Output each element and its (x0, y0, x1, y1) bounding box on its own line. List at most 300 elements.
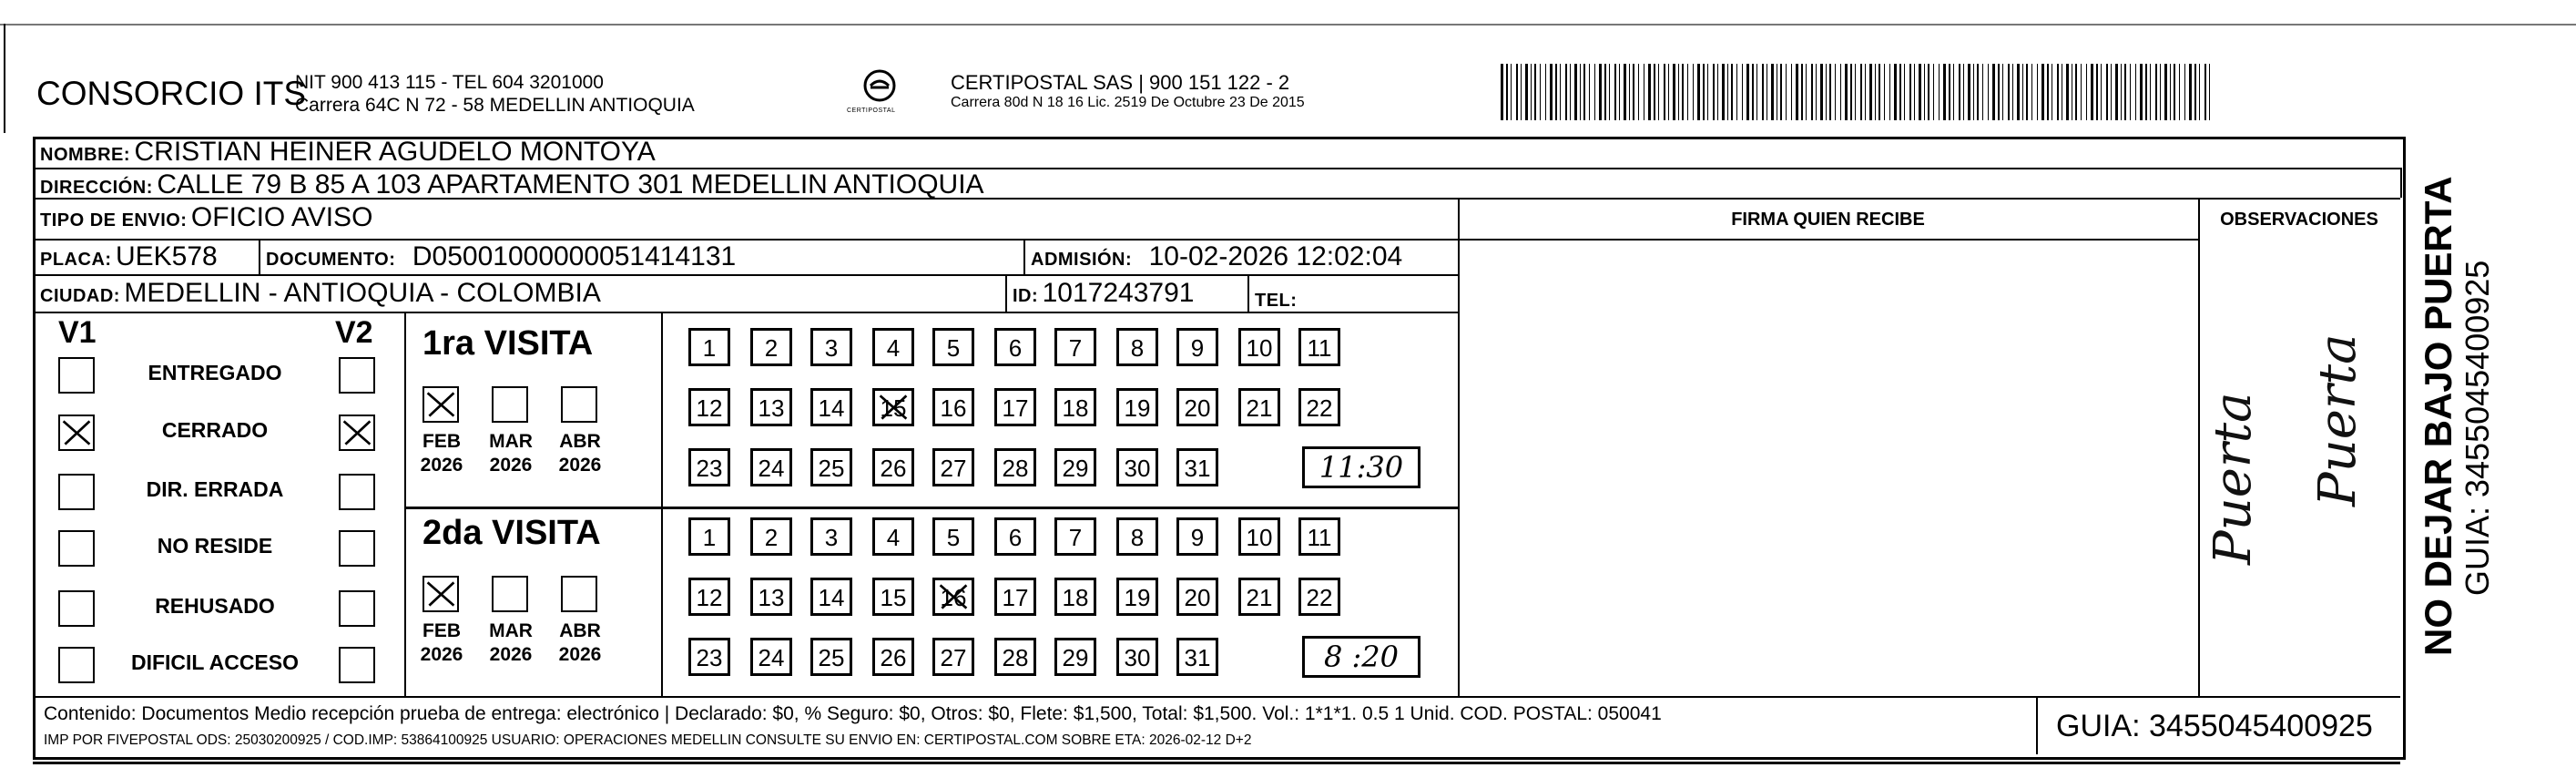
barcode-bar (2150, 64, 2151, 120)
barcode-bar (2111, 64, 2112, 120)
barcode-bar (2189, 64, 2192, 120)
barcode-bar (2106, 64, 2108, 120)
barcode-bar (2037, 64, 2038, 120)
tel-row (1255, 282, 1297, 313)
barcode-bar (1756, 64, 1757, 120)
divider (1005, 274, 1007, 312)
visit2-title: 2da VISITA (423, 514, 601, 552)
barcode-bar (1845, 64, 1848, 120)
day-box[interactable]: 29 (1054, 638, 1096, 676)
barcode-bar (1889, 64, 1890, 120)
barcode-bar (1594, 64, 1595, 120)
barcode-bar (1875, 64, 1876, 120)
placa-value: UEK578 (116, 241, 218, 271)
barcode-bar (2008, 64, 2010, 120)
certipostal-logo-icon (860, 67, 900, 107)
visit-time: 11:30 (1302, 446, 1420, 488)
barcode-bar (1928, 64, 1929, 120)
month-checkbox[interactable] (423, 576, 459, 612)
barcode-bar (1604, 64, 1606, 120)
barcode-bar (1762, 64, 1764, 120)
day-box[interactable]: 5 (932, 517, 974, 556)
day-box[interactable]: 25 (810, 638, 852, 676)
carrier-info (951, 71, 1305, 111)
barcode-bar (1697, 64, 1700, 120)
day-box[interactable]: 29 (1054, 448, 1096, 486)
day-box[interactable]: 12 (688, 388, 730, 426)
carrier-address: Carrera 80d N 18 16 Lic. 2519 De Octubre 23 De 2015 (951, 95, 1305, 110)
barcode-bar (2130, 64, 2131, 120)
day-box[interactable]: 16 (932, 578, 974, 616)
barcode-bar (1943, 64, 1946, 120)
barcode-bar (2081, 64, 2082, 120)
barcode-bar (1786, 64, 1787, 120)
day-box[interactable]: 13 (750, 578, 792, 616)
tipo-value: OFICIO AVISO (190, 202, 373, 232)
placa-label: PLACA: (40, 250, 112, 270)
barcode-bar (1534, 64, 1536, 120)
documento-row (266, 241, 736, 272)
barcode-bar (1796, 64, 1798, 120)
day-box[interactable]: 6 (994, 517, 1036, 556)
day-box[interactable]: 21 (1238, 388, 1280, 426)
barcode-bar (2101, 64, 2102, 120)
day-box[interactable]: 14 (810, 388, 852, 426)
day-box[interactable]: 31 (1176, 638, 1218, 676)
barcode-bar (1565, 64, 1567, 120)
barcode-bar (1648, 64, 1651, 120)
barcode-bar (1668, 64, 1669, 120)
v2-checkbox[interactable] (339, 647, 375, 683)
barcode-bar (2170, 64, 2171, 120)
barcode-bar (1894, 64, 1897, 120)
divider (404, 507, 1458, 509)
barcode-bar (2164, 64, 2167, 120)
barcode-bar (1771, 64, 1774, 120)
v2-checkbox[interactable] (339, 415, 375, 451)
v2-header: V2 (335, 315, 373, 350)
day-box[interactable]: 17 (994, 578, 1036, 616)
barcode-bar (2026, 64, 2028, 120)
barcode-bar (1919, 64, 1921, 120)
barcode-bar (1909, 64, 1911, 120)
day-box[interactable]: 9 (1176, 517, 1218, 556)
barcode-bar (2096, 64, 2098, 120)
day-box[interactable]: 13 (750, 388, 792, 426)
barcode-bar (1811, 64, 1813, 120)
month-checkbox[interactable] (492, 386, 528, 423)
month-year: 2026 (558, 644, 602, 665)
divider (259, 239, 260, 274)
day-box[interactable]: 27 (932, 638, 974, 676)
admision-row (1031, 241, 1402, 272)
status-label: DIR. ERRADA (146, 477, 284, 501)
x-mark-icon (875, 391, 911, 424)
barcode-bar (1614, 64, 1616, 120)
id-row (1013, 278, 1194, 309)
barcode-bar (2066, 64, 2069, 120)
barcode-bar (1791, 64, 1792, 120)
id-label: ID: (1013, 286, 1039, 306)
barcode-bar (2031, 64, 2032, 120)
barcode-bar (1904, 64, 1905, 120)
nombre-row (40, 137, 656, 168)
day-box[interactable]: 4 (872, 517, 914, 556)
v2-checkbox[interactable] (339, 530, 375, 567)
barcode-bar (2204, 64, 2206, 120)
nombre-label: NOMBRE: (40, 145, 131, 165)
barcode-bar (2155, 64, 2157, 120)
barcode-bar (1703, 64, 1705, 120)
divider (33, 239, 1458, 241)
month-year: 2026 (489, 644, 533, 665)
month-label (479, 619, 543, 667)
barcode-bar (2057, 64, 2059, 120)
barcode-bar (1835, 64, 1836, 120)
barcode-bar (1511, 64, 1512, 120)
barcode-bar (2179, 64, 2180, 120)
tipo-label: TIPO DE ENVIO: (40, 210, 188, 230)
day-box[interactable]: 18 (1054, 578, 1096, 616)
barcode-bar (1968, 64, 1970, 120)
barcode-bar (2140, 64, 2143, 120)
day-box[interactable]: 24 (750, 638, 792, 676)
firma-header: FIRMA QUIEN RECIBE (1731, 210, 1925, 230)
barcode-bar (1609, 64, 1610, 120)
month-year: 2026 (420, 644, 463, 665)
day-box[interactable]: 21 (1238, 578, 1280, 616)
barcode-bar (1816, 64, 1817, 120)
ciudad-value: MEDELLIN - ANTIOQUIA - COLOMBIA (124, 278, 601, 308)
day-box[interactable]: 9 (1176, 328, 1218, 366)
month-checkbox[interactable] (561, 386, 597, 423)
day-box[interactable]: 10 (1238, 328, 1280, 366)
day-box[interactable]: 10 (1238, 517, 1280, 556)
status-label: ENTREGADO (148, 361, 282, 384)
day-box[interactable]: 2 (750, 328, 792, 366)
barcode-bar (1982, 64, 1983, 120)
day-box[interactable]: 16 (932, 388, 974, 426)
barcode-bar (1589, 64, 1590, 120)
barcode-bar (1501, 64, 1503, 120)
barcode-bar (1914, 64, 1915, 120)
admision-value: 10-02-2026 12:02:04 (1148, 241, 1403, 271)
barcode-bar (1555, 64, 1557, 120)
month-name: FEB (423, 620, 461, 641)
divider (1247, 274, 1249, 312)
month-checkbox[interactable] (423, 386, 459, 423)
footer-guia: GUIA: 3455045400925 (2056, 709, 2373, 743)
day-box[interactable]: 30 (1116, 638, 1158, 676)
barcode-bar (1884, 64, 1885, 120)
left-border-line (4, 24, 5, 133)
day-box[interactable]: 20 (1176, 578, 1218, 616)
month-name: MAR (489, 620, 533, 641)
id-value: 1017243791 (1042, 278, 1195, 308)
carrier-line: CERTIPOSTAL SAS | 900 151 122 - 2 (951, 71, 1290, 94)
barcode-bar (2160, 64, 2161, 120)
barcode-bar (1722, 64, 1725, 120)
direccion-row (40, 169, 984, 200)
day-box[interactable]: 15 (872, 578, 914, 616)
month-checkbox[interactable] (492, 576, 528, 612)
day-box[interactable]: 8 (1116, 517, 1158, 556)
day-box[interactable]: 19 (1116, 388, 1158, 426)
v2-checkbox[interactable] (339, 474, 375, 510)
barcode-bar (1840, 64, 1841, 120)
barcode-bar (2075, 64, 2077, 120)
barcode-bar (1624, 64, 1626, 120)
divider (1458, 239, 2198, 241)
day-box[interactable]: 6 (994, 328, 1036, 366)
barcode-bar (1599, 64, 1602, 120)
month-year: 2026 (489, 455, 533, 476)
month-checkbox[interactable] (561, 576, 597, 612)
barcode-bar (2047, 64, 2049, 120)
side-warning: NO DEJAR BAJO PUERTA (2417, 176, 2459, 656)
day-box[interactable]: 1 (688, 517, 730, 556)
v2-checkbox[interactable] (339, 590, 375, 627)
visit1-title: 1ra VISITA (423, 324, 594, 363)
day-box[interactable]: 28 (994, 638, 1036, 676)
day-box[interactable]: 28 (994, 448, 1036, 486)
tel-label: TEL: (1255, 291, 1298, 311)
barcode-bar (1869, 64, 1872, 120)
divider (2036, 696, 2038, 754)
barcode-bar (1654, 64, 1655, 120)
barcode-bar (1619, 64, 1620, 120)
barcode-bar (2002, 64, 2003, 120)
month-name: MAR (489, 431, 533, 452)
day-box[interactable]: 8 (1116, 328, 1158, 366)
barcode-bar (1574, 64, 1577, 120)
tipo-row (40, 202, 372, 233)
day-box[interactable]: 1 (688, 328, 730, 366)
barcode-bar (1977, 64, 1979, 120)
barcode-bar (1860, 64, 1862, 120)
day-box[interactable]: 19 (1116, 578, 1158, 616)
barcode-bar (1850, 64, 1852, 120)
barcode-bar (1687, 64, 1688, 120)
day-box[interactable]: 24 (750, 448, 792, 486)
day-box[interactable]: 4 (872, 328, 914, 366)
v1-header: V1 (58, 315, 97, 350)
barcode-bar (1545, 64, 1546, 120)
divider (1023, 239, 1025, 274)
barcode-bar (1826, 64, 1827, 120)
day-box[interactable]: 26 (872, 448, 914, 486)
observacion-handwritten-1: Puerta (2204, 392, 2263, 565)
day-box[interactable]: 7 (1054, 517, 1096, 556)
barcode-bar (1727, 64, 1728, 120)
barcode-bar (1988, 64, 1989, 120)
barcode-bar (1638, 64, 1639, 120)
x-mark-icon (424, 388, 457, 421)
day-box[interactable]: 26 (872, 638, 914, 676)
barcode-bar (1693, 64, 1694, 120)
barcode-bar (2184, 64, 2185, 120)
barcode-bar (1633, 64, 1634, 120)
barcode-bar (2145, 64, 2147, 120)
day-box[interactable]: 17 (994, 388, 1036, 426)
month-name: ABR (559, 620, 601, 641)
ciudad-row (40, 278, 601, 309)
v2-checkbox[interactable] (339, 357, 375, 394)
barcode-bar (1879, 64, 1880, 120)
barcode-bar (2135, 64, 2136, 120)
admision-label: ADMISIÓN: (1031, 250, 1133, 270)
barcode-bar (2209, 64, 2210, 120)
barcode-bar (1806, 64, 1807, 120)
barcode-bar (1973, 64, 1974, 120)
barcode-bar (2086, 64, 2087, 120)
day-box[interactable]: 27 (932, 448, 974, 486)
barcode-bar (1658, 64, 1659, 120)
barcode-bar (1855, 64, 1856, 120)
barcode-bar (1713, 64, 1715, 120)
side-guia: GUIA: 3455045400925 (2459, 260, 2496, 596)
top-border-line (0, 24, 2576, 26)
divider (2198, 168, 2402, 169)
nit-line: NIT 900 413 115 - TEL 604 3201000 (295, 72, 604, 93)
barcode-bar (1998, 64, 2000, 120)
x-mark-icon (424, 578, 457, 610)
barcode-bar (2091, 64, 2093, 120)
barcode-bar (1717, 64, 1718, 120)
barcode-bar (2115, 64, 2118, 120)
day-box[interactable]: 11 (1298, 328, 1340, 366)
day-box[interactable]: 12 (688, 578, 730, 616)
barcode-bar (2199, 64, 2200, 120)
divider (33, 312, 1458, 313)
barcode-bar (1959, 64, 1960, 120)
barcode-bar (1820, 64, 1823, 120)
day-box[interactable]: 23 (688, 638, 730, 676)
day-box[interactable]: 22 (1298, 388, 1340, 426)
day-box[interactable]: 20 (1176, 388, 1218, 426)
day-box[interactable]: 7 (1054, 328, 1096, 366)
month-name: FEB (423, 431, 461, 452)
barcode-bar (1953, 64, 1954, 120)
documento-value: D05001000000051414131 (412, 241, 737, 271)
barcode-bar (1525, 64, 1528, 120)
footer-impresion: IMP POR FIVEPOSTAL ODS: 25030200925 / COD.IMP: 53864100925 USUARIO: OPERACIONES MEDELLIN CONSULTE SU ENVIO EN: CERTIPOSTAL.COM SOBRE ETA: 2026-02-12 D+2 (44, 732, 1252, 748)
barcode-bar (1939, 64, 1940, 120)
documento-label: DOCUMENTO: (266, 250, 396, 270)
status-label: CERRADO (161, 418, 269, 442)
month-label (548, 430, 612, 477)
barcode-bar (1865, 64, 1866, 120)
barcode-bar (2012, 64, 2013, 120)
day-box[interactable]: 3 (810, 517, 852, 556)
day-box[interactable]: 23 (688, 448, 730, 486)
barcode-bar (2041, 64, 2044, 120)
barcode-bar (2194, 64, 2196, 120)
status-label: NO RESIDE (157, 534, 273, 558)
day-box[interactable]: 5 (932, 328, 974, 366)
barcode-bar (1678, 64, 1679, 120)
barcode-bar (1933, 64, 1934, 120)
barcode-bar (1550, 64, 1553, 120)
barcode-bar (1540, 64, 1541, 120)
divider (661, 312, 663, 696)
month-label (479, 430, 543, 477)
footer-contenido: Contenido: Documentos Medio recepción prueba de entrega: electrónico | Declarado: $0, % Seguro: $0, Otros: $0, Flete: $1,500, Total: $1,500. Vol.: 1*1*1. 0.5 1 Unid. COD. POSTAL: 050041 (44, 703, 1662, 724)
observacion-handwritten-2: Puerta (2308, 333, 2367, 507)
barcode-bar (1521, 64, 1522, 120)
day-box[interactable]: 11 (1298, 517, 1340, 556)
barcode-bar (1992, 64, 1995, 120)
visit-time: 8 :20 (1302, 636, 1420, 678)
barcode-bar (1682, 64, 1684, 120)
month-year: 2026 (558, 455, 602, 476)
barcode-bar (1583, 64, 1585, 120)
day-box[interactable]: 22 (1298, 578, 1340, 616)
barcode-bar (1899, 64, 1901, 120)
barcode-bar (1746, 64, 1749, 120)
divider (404, 312, 406, 696)
direccion-label: DIRECCIÓN: (40, 178, 153, 198)
month-label (410, 430, 473, 477)
barcode-bar (2174, 64, 2175, 120)
address-line: Carrera 64C N 72 - 58 MEDELLIN ANTIOQUIA (295, 95, 695, 116)
status-label: REHUSADO (155, 594, 275, 618)
bottom-border-line (33, 762, 2400, 764)
x-mark-icon (935, 580, 972, 613)
barcode-bar (1949, 64, 1950, 120)
barcode-bar (2121, 64, 2122, 120)
barcode-bar (1731, 64, 1733, 120)
month-label (410, 619, 473, 667)
divider (33, 274, 1458, 276)
barcode-bar (2124, 64, 2126, 120)
barcode-bar (1780, 64, 1782, 120)
barcode-bar (1752, 64, 1754, 120)
barcode-bar (1506, 64, 1508, 120)
barcode-bar (1673, 64, 1675, 120)
barcode-bar (2017, 64, 2020, 120)
day-box[interactable]: 31 (1176, 448, 1218, 486)
barcode-bar (1664, 64, 1665, 120)
logo-text: CERTIPOSTAL (847, 107, 896, 114)
day-box[interactable]: 15 (872, 388, 914, 426)
company-contact (295, 71, 695, 117)
day-box[interactable]: 18 (1054, 388, 1096, 426)
barcode-bar (1742, 64, 1743, 120)
day-box[interactable]: 25 (810, 448, 852, 486)
barcode-bar (1801, 64, 1803, 120)
x-mark-icon (341, 416, 373, 449)
month-year: 2026 (420, 455, 463, 476)
day-box[interactable]: 14 (810, 578, 852, 616)
barcode-bar (1570, 64, 1571, 120)
direccion-value: CALLE 79 B 85 A 103 APARTAMENTO 301 MEDELLIN ANTIOQUIA (157, 169, 984, 200)
status-label: DIFICIL ACCESO (130, 650, 299, 674)
barcode-bar (1736, 64, 1737, 120)
observaciones-header: OBSERVACIONES (2220, 210, 2378, 230)
day-box[interactable]: 30 (1116, 448, 1158, 486)
barcode-bar (1924, 64, 1925, 120)
day-box[interactable]: 2 (750, 517, 792, 556)
barcode-bar (1580, 64, 1581, 120)
month-name: ABR (559, 431, 601, 452)
nombre-value: CRISTIAN HEINER AGUDELO MONTOYA (134, 137, 656, 167)
barcode (1501, 64, 2211, 120)
barcode-bar (1560, 64, 1561, 120)
placa-row (40, 241, 218, 272)
barcode-bar (1629, 64, 1630, 120)
day-box[interactable]: 3 (810, 328, 852, 366)
